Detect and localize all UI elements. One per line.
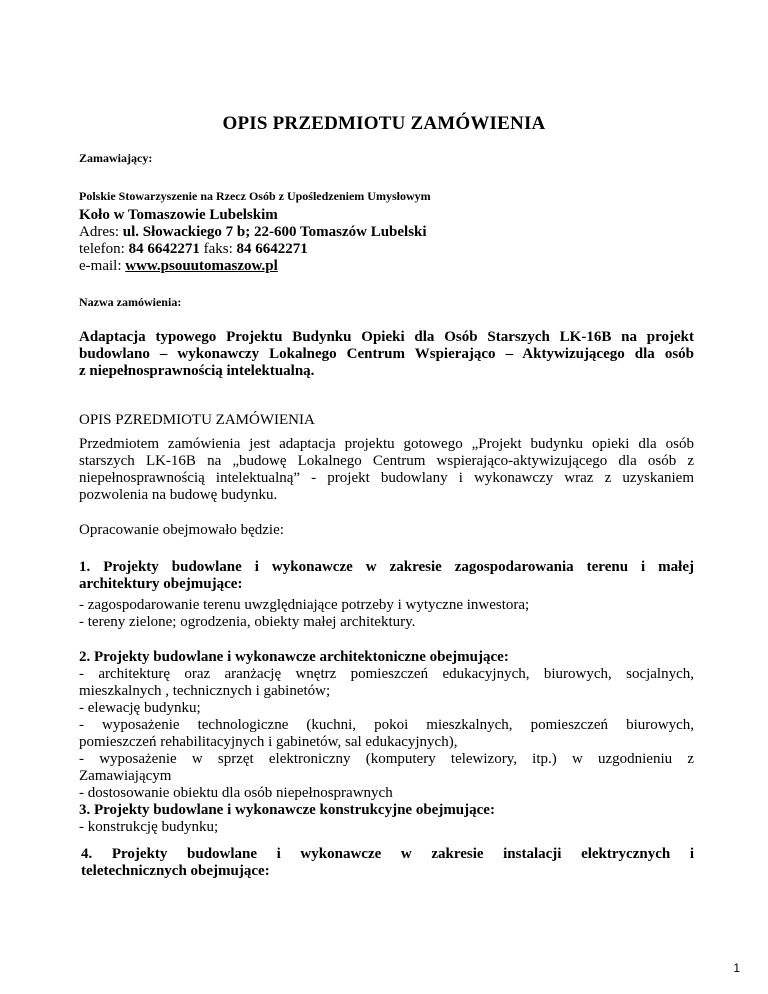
item-1-list: - zagospodarowanie terenu uwzględniające potrzeby i wytyczne inwestora; - tereny zielone; ogrodzenia, obiekty małej architektury. <box>79 597 530 630</box>
item-2-heading: 2. Projekty budowlane i wykonawcze architektoniczne obejmujące: <box>79 649 509 665</box>
scope-intro: Opracowanie obejmowało będzie: <box>79 522 284 538</box>
item-1-heading: 1. Projekty budowlane i wykonawcze w zakresie zagospodarowania terenu i małej architektury obejmujące: <box>79 559 694 592</box>
intro-paragraph: Przedmiotem zamówienia jest adaptacja projektu gotowego „Projekt budynku opieki dla osób starszych LK-16B na „budowę Lokalnego Centrum wspierająco-aktywizującego dla osób z niepełnosprawnością intelektualną” - projekt budowlany i wykonawczy wraz z uzyskaniem pozwolenia na budowę budynku. <box>79 436 694 503</box>
item-3-heading: 3. Projekty budowlane i wykonawcze konstrukcyjne obejmujące: <box>79 802 495 818</box>
orderer-branch: Koło w Tomaszowie Lubelskim <box>79 207 278 223</box>
orderer-name: Polskie Stowarzyszenie na Rzecz Osób z Upośledzeniem Umysłowym <box>79 189 431 203</box>
item-4-heading: 4. Projekty budowlane i wykonawcze w zakresie instalacji elektrycznych i teletechnicznych obejmujące: <box>81 846 694 879</box>
orderer-heading: Zamawiający: <box>79 151 153 165</box>
orderer-email: e-mail: www.psouutomaszow.pl <box>79 258 278 274</box>
order-name-text: Adaptacja typowego Projektu Budynku Opieki dla Osób Starszych LK-16B na projekt budowlano – wykonawczy Lokalnego Centrum Wspierająco – Aktywizującego dla osób z niepełnosprawnością intelektualną. <box>79 329 694 379</box>
item-2-block: 2. Projekty budowlane i wykonawcze architektoniczne obejmujące: - architekturę oraz aranżację wnętrz pomieszczeń edukacyjnych, biurowych, socjalnych, mieszkalnych , technicznych i gabinetów; - elewację budynku; - wyposażenie technologiczne (kuchni, pokoi mieszkalnych, pomieszczeń biurowych, pomieszczeń rehabilitacyjnych i gabinetów, sal edukacyjnych), - wyposażenie w sprzęt elektroniczny (komputery telewizory, itp.) w uzgodnieniu z Zamawiającym - dostosowanie obiektu dla osób niepełnosprawnych 3. Projekty budowlane i wykonawcze konstrukcyjne obejmujące: - konstrukcję budynku; <box>79 649 694 835</box>
order-name-heading: Nazwa zamówienia: <box>79 295 182 309</box>
orderer-address: Adres: ul. Słowackiego 7 b; 22-600 Tomaszów Lubelski <box>79 224 427 240</box>
section-heading: OPIS PZREDMIOTU ZAMÓWIENIA <box>79 412 315 428</box>
document-title: OPIS PRZEDMIOTU ZAMÓWIENIA <box>222 113 546 134</box>
page-number: 1 <box>733 961 740 975</box>
website-link[interactable]: www.psouutomaszow.pl <box>125 258 278 274</box>
orderer-phone: telefon: 84 6642271 faks: 84 6642271 <box>79 241 308 257</box>
